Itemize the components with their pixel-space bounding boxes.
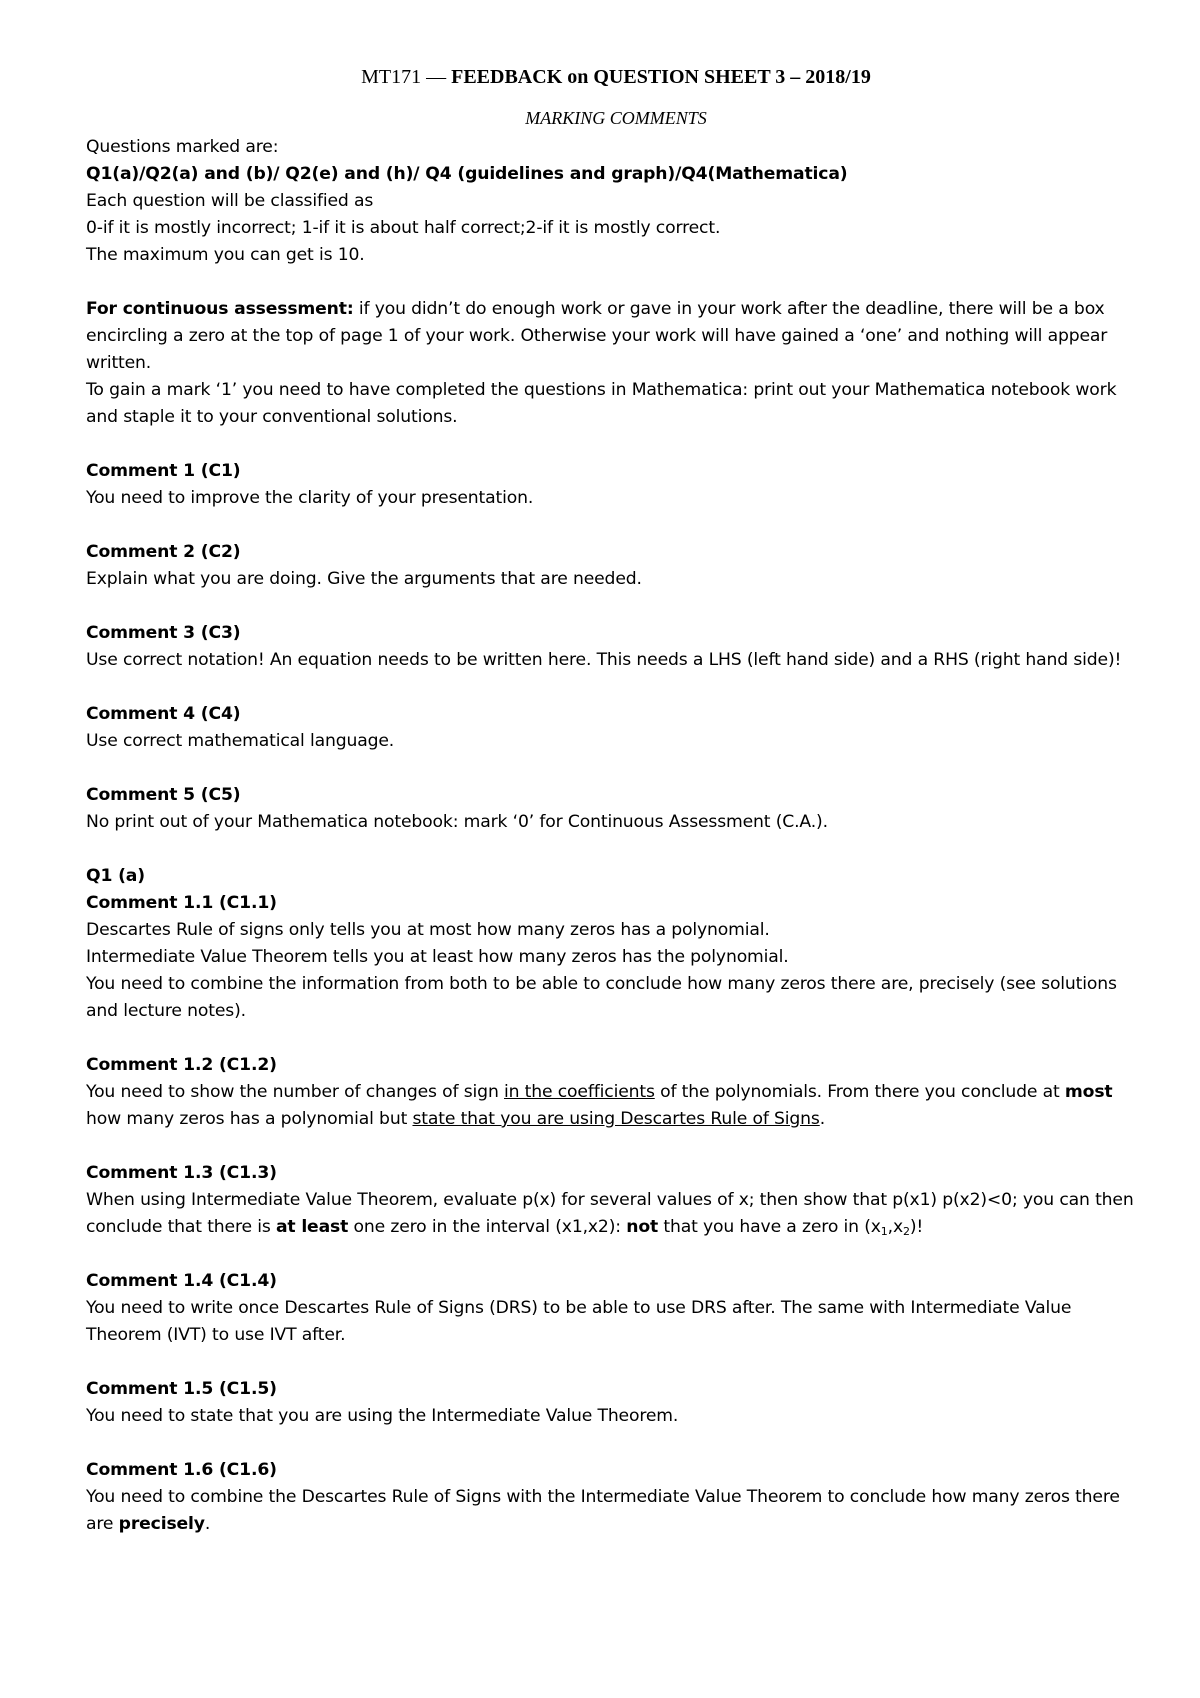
document-page — [86, 62, 1146, 1538]
text-run: that you have a zero in (x — [658, 1217, 881, 1237]
comment-heading: Comment 3 (C3) — [86, 623, 241, 643]
comment-text: You need to write once Descartes Rule of Signs (DRS) to be able to use DRS after. The same with Intermediate Value Theorem (IVT) to use IVT after. — [86, 1298, 1072, 1345]
continuous-assessment-paragraph — [86, 296, 1146, 377]
comment-heading: Comment 1.3 (C1.3) — [86, 1163, 277, 1183]
comment-heading: Comment 4 (C4) — [86, 704, 241, 724]
comment-heading: Comment 1.4 (C1.4) — [86, 1271, 277, 1291]
text-run: one zero in the interval (x1,x2): — [348, 1217, 627, 1237]
text-run: of the polynomials. From there you conclude at — [654, 1082, 1065, 1102]
page-title — [86, 62, 1146, 92]
text-run: . — [819, 1109, 826, 1129]
text-run: how many zeros has a polynomial but — [86, 1109, 413, 1129]
comment-heading: Comment 5 (C5) — [86, 785, 241, 805]
maximum-mark: The maximum you can get is 10. — [86, 245, 365, 265]
comment-text: You need to combine the information from both to be able to conclude how many zeros there are, precisely (see solutions and lecture notes). — [86, 974, 1117, 1021]
text-run: )! — [909, 1217, 924, 1237]
subscript: 2 — [902, 1225, 910, 1238]
question-heading: Q1 (a) — [86, 866, 145, 886]
comment-heading: Comment 1.2 (C1.2) — [86, 1055, 277, 1075]
comment-heading: Comment 1.1 (C1.1) — [86, 893, 277, 913]
comment-text — [86, 1484, 1146, 1538]
text-run: You need to combine the Descartes Rule of Signs with the Intermediate Value Theorem to conclude how many zeros there are — [86, 1487, 1120, 1534]
continuous-assessment-text: if you didn’t do enough work or gave in your work after the deadline, there will be a box encircling a zero at the top of page 1 of your work. Otherwise your work will have gained a ‘one’ and nothing will appear written. — [86, 299, 1108, 373]
comment-text: Use correct notation! An equation needs to be written here. This needs a LHS (left hand side) and a RHS (right hand side)! — [86, 650, 1122, 670]
comment-heading: Comment 1.6 (C1.6) — [86, 1460, 277, 1480]
comment-text: Intermediate Value Theorem tells you at least how many zeros has the polynomial. — [86, 947, 789, 967]
bold-text: most — [1064, 1082, 1113, 1102]
title-main: FEEDBACK on QUESTION SHEET 3 – 2018/19 — [451, 66, 871, 88]
continuous-assessment-mark-info: To gain a mark ‘1’ you need to have completed the questions in Mathematica: print out your Mathematica notebook work and staple it to your conventional solutions. — [86, 380, 1117, 427]
intro-line: Questions marked are: — [86, 137, 279, 157]
continuous-assessment-label: For continuous assessment: — [86, 299, 354, 319]
text-run: You need to show the number of changes of sign — [86, 1082, 504, 1102]
bold-text: at least — [275, 1217, 349, 1237]
text-run: ,x — [887, 1217, 903, 1237]
comment-text: Descartes Rule of signs only tells you at most how many zeros has a polynomial. — [86, 920, 770, 940]
subscript: 1 — [880, 1225, 888, 1238]
classification-scale: 0-if it is mostly incorrect; 1-if it is about half correct;2-if it is mostly correct. — [86, 218, 721, 238]
underlined-text: in the coefficients — [504, 1082, 655, 1102]
bold-text: precisely — [118, 1514, 205, 1534]
comment-text — [86, 1187, 1146, 1241]
comment-text: Explain what you are doing. Give the arguments that are needed. — [86, 569, 642, 589]
questions-marked-list: Q1(a)/Q2(a) and (b)/ Q2(e) and (h)/ Q4 (guidelines and graph)/Q4(Mathematica) — [86, 164, 848, 184]
comment-heading: Comment 2 (C2) — [86, 542, 241, 562]
comment-text: You need to state that you are using the Intermediate Value Theorem. — [86, 1406, 679, 1426]
comment-heading: Comment 1.5 (C1.5) — [86, 1379, 277, 1399]
title-course-code: MT171 — — [361, 66, 452, 88]
text-run: When using Intermediate Value Theorem, evaluate p(x) for several values of x; then show that p(x1) p(x2)<0; you can then conclude that there is — [86, 1190, 1134, 1237]
comment-text: No print out of your Mathematica notebook: mark ‘0’ for Continuous Assessment (C.A.). — [86, 812, 828, 832]
comment-heading: Comment 1 (C1) — [86, 461, 241, 481]
comment-text — [86, 1079, 1146, 1133]
underlined-text: state that you are using Descartes Rule of Signs — [412, 1109, 820, 1129]
comment-text: Use correct mathematical language. — [86, 731, 395, 751]
comment-text: You need to improve the clarity of your presentation. — [86, 488, 534, 508]
page-subtitle: MARKING COMMENTS — [525, 108, 707, 128]
text-run: . — [204, 1514, 211, 1534]
intro-line: Each question will be classified as — [86, 191, 374, 211]
bold-text: not — [626, 1217, 659, 1237]
